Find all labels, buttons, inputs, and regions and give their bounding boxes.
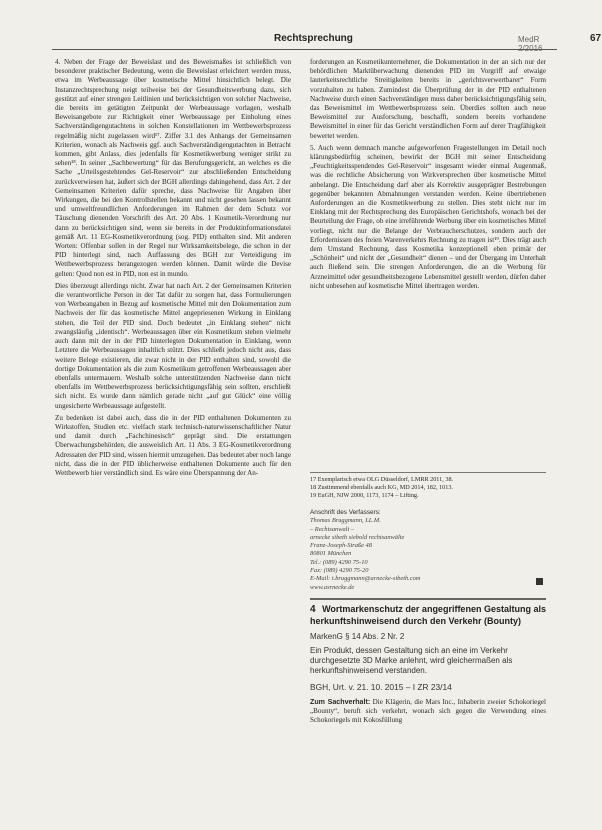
author-city: 80801 München bbox=[310, 550, 352, 558]
right-column bbox=[310, 58, 546, 294]
end-mark-square bbox=[536, 578, 543, 585]
author-fax: Fax: (089) 4290 75-20 bbox=[310, 567, 369, 575]
left-column bbox=[55, 58, 291, 481]
author-web[interactable]: www.asrnecke.de bbox=[310, 583, 355, 591]
footnotes bbox=[310, 472, 546, 500]
paragraph: Dies überzeugt allerdings nicht. Zwar hat nach Art. 2 der Gemeinsamen Kriterien die verantwortliche Person in der Tat dafür zu sorgen hat, dass Formulierungen von Werbeangaben in Bezug auf kosmetische Mittel mit den Dokumentation zum Nachweis der für das kosmetische Mittel angepriesenen Wirkung in Einklang stehen, die Teil der PID sind. Doch bedeutet „in Einklang stehen“ nicht zwangsläufig „identisch“. Werbeaussagen über ein Kosmetikum stehen vielmehr auch dann mit der in der PID hinterlegten Dokumentation in Einklang, wenn Letztere die Werbeaussagen inhaltlich stützt. Dies schließt jedoch nicht aus, dass weitere Belege existieren, die zwar nicht in der PID enthalten sind, sowohl die dortige Dokumentation als die zum Kosmetikum getroffenen Werbeaussagen aber ebenfalls untermauern. Weshalb solche unterstützenden Nachweise dann nicht ebenfalls im Wettbewerbsprozess berücksichtigungsfähig sein sollten, erschließt sich nicht. Es wurde dann nämlich gerade nicht „auf gut Glück“ eine völlig ungesicherte Werbeaussage aufgestellt. bbox=[55, 281, 291, 410]
paragraph: Zu bedenken ist dabei auch, dass die in der PID enthaltenen Dokumenten zu Wirkstoffen, Studien etc. vielfach stark technisch-naturwissenschaftlicher Natur und damit durch „Fachchinesisch“ geprägt sind. Die erstattungen Überwachungsbehörden, die ausweislich Art. 11 Abs. 3 EG-Kosmetikverordnung Adressaten der PID sind, wissen hiermit umzugehen. Das bedeutet aber noch lange nicht, dass die in der PID üblicherweise enthaltenen Dokumente auch für den Wettbewerb hier verständlich sind. Es wäre eine Überspannung der An- bbox=[55, 413, 291, 477]
case-facts-text: Die Klägerin, die Mars Inc., Inhaberin zweier Schokoriegel „Bounty“, beruft sich verkehrt, wonach sich gegen die Verwendung eines Schokoriegels mit Kokosfüllung bbox=[310, 698, 546, 725]
case-title bbox=[310, 604, 546, 626]
case-number: 4 bbox=[310, 604, 316, 615]
case-headnote: Ein Produkt, dessen Gestaltung sich an eine im Verkehr durchgesetzte 3D Marke anlehnt, wird gleichermaßen als herkunftshinweisend verstanden. bbox=[310, 646, 513, 675]
footnote: 17 Exemplarisch etwa OLG Düsseldorf, LMRR 2011, 38. bbox=[310, 476, 454, 483]
page-header bbox=[52, 33, 602, 53]
paragraph: forderungen an Kosmetikunternehmer, die Dokumentation in der an sich nur der behördlichen Marktüberwachung dienenden PID im Vorgriff auf etwaige lauterkeitsrechtliche Streitigkeiten bereits in „gerichtsverwertbarer“ Form vorzuhalten zu haben. Zumindest die Überprüfung der in der PID enthaltenen Nachweise durch einen Sachverständigen muss daher berücksichtigungsfähig sein, das Beweismittel im Wettbewerbsprozess sein. Überdies sollten auch neue Beweismittel zur Ausforschung, beschafft, sondern bereits vorhandene Beweismittel in einer für das Gericht verständlichen Form auf derer Tragfähigkeit bewertet werden. bbox=[310, 58, 546, 140]
journal-issue: MedR 2/2016 bbox=[518, 35, 543, 53]
author-address bbox=[310, 509, 546, 592]
author-firm: arnecke sibeth siebold rechtsanwälte bbox=[310, 533, 405, 541]
case-facts bbox=[310, 698, 546, 726]
author-email[interactable]: E-Mail: t.bruggmann@arnecke-sibeth.com bbox=[310, 575, 421, 583]
author-street: Franz-Joseph-Straße 48 bbox=[310, 542, 372, 550]
author-label: Anschrift des Verfassers: bbox=[310, 509, 381, 516]
case-statute: MarkenG § 14 Abs. 2 Nr. 2 bbox=[310, 632, 405, 641]
paragraph: 4. Neben der Frage der Beweislast und des Beweismaßes ist schließlich von besonderer praktischer Bedeutung, wenn die Beweislast erleichtert werden muss, etwa im Werbeaussage über kosmetische Mittel hinsichtlich belegt. Die Instanzrechtsprechung neigt teilweise bei der Gesundheitswerbung dazu, sich gestützt auf einer strengen Leitlinien und berücksichtigen von solcher Nachweise, die bereits im getätigten Zeitpunkt der Werbeaussage vorlagen, weshalb Beweisangebote zur Richtigkeit einer Werbeaussage per Einholung eines Sachverständigengutachtens in solchen Konstellationen im Wettbewerbsprozess regelmäßig nicht zugelassen wird¹⁷. Ziffer 3.1 des Anhangs der Gemeinsamen Kriterien, wonach als Nachweis ggf. auch Sachverständigengutachten in Betracht kommen, gibt Anlass, dies jedenfalls für Kosmetikwerbung weniger strikt zu sehen¹⁸. In seiner „Sachbewertung“ für das Berufungsgericht, an welches es die Sache „Urteilsgestehtendes Gel-Reservoir“ zur abschließenden Entscheidung zurückverwiesen hat, äußert sich der BGH allerdings dahingehend, dass Art. 2 der Gemeinsamen Kriterien dafür spreche, dass Nachweise für Angaben über Wirkungen, die bei den Kontrollstellen bekannt und nicht gesehen lassen bekannt und umweltfreundlichen Anforderungen im Rahmen der dem Schutz vor Täuschung dienenden Vorschrift des Art. 20 Abs. 1 Kosmetik-Verordnung nur dann zu berücksichtigen sind, wenn sie bereits in der Produktinformationsdatei gemäß Art. 11 EG-Kosmetikverordnung (sog. PID) enthalten sind. Mit anderen Worten: Offenbar sollen in der Regel nur Wirksamkeitsbelege, die schon in der PID hinterlegt sind, nach Auffassung des BGH zur Verteidigung im Wettbewerbsprozess herangezogen werden können. Damit würde die Devise gelten: Quod non est in PID, non est in mundo. bbox=[55, 58, 291, 278]
footnote: 18 Zustimmend ebenfalls auch KG, MD 2014, 182, 1013. bbox=[310, 484, 453, 491]
author-tel: Tel.: (089) 4290 75-10 bbox=[310, 558, 368, 566]
footnote: 19 EuGH, NJW 2000, 1173, 1174 – Lifting. bbox=[310, 492, 419, 499]
case-court: BGH, Urt. v. 21. 10. 2015 – I ZR 23/14 bbox=[310, 682, 452, 692]
section-title: Rechtsprechung bbox=[274, 33, 353, 44]
case-report bbox=[310, 598, 546, 726]
case-title-text: Wortmarkenschutz der angegriffenen Gestaltung als herkunftshinweisend durch den Verkehr (Bounty) bbox=[310, 604, 546, 626]
page-number: 67 bbox=[590, 33, 602, 44]
author-name: Thomas Bruggmann, LL.M. bbox=[310, 517, 381, 525]
case-facts-label: Zum Sachverhalt: bbox=[310, 698, 371, 706]
author-role: – Rechtsanwalt – bbox=[310, 525, 355, 533]
paragraph: 5. Auch wenn demnach manche aufgeworfenen Fragestellungen im Detail noch klärungsbedürftig scheinen, bewirkt der BGH mit seiner Entscheidung „Feuchtigkeitsspendendes Gel-Reservoir“ insgesamt wieder einmal Augenmaß, was die rechtliche Absicherung von Wirkversprechen über kosmetische Mittel anbelangt. Die Entscheidung darf aber als Korrektiv ausgeprägter Bestrebungen gegenüber bekannten Abmahnungen verstanden werden. Keine übertriebenen Anforderungen an die Kosmetikwerbung zu stellen. Dies steht nicht nur im Einklang mit der Rechtsprechung des Europäischen Gerichtshofs, wonach bei der Beurteilung der Frage, ob eine irreführende Werbung über ein kosmetisches Mittel vorliegt, nicht nur die Belange der Verbraucherschutzes, sondern auch der Erfordernissen des freien Warenverkehrs Rechnung zu tragen ist¹⁹. Dies trägt auch dem Umstand Rechnung, dass Kosmetika konzeptionell eben primär der „Schönheit“ und nicht der „Gesundheit“ dienen – und der Übergang im Unterhalt auch fließend sein. Die strengen Anforderungen, die an die Werbung für Arzneimittel oder gesundheitsbezogene Lebensmittel gestellt werden, dürfen daher nicht unbesehen auf kosmetische Mittel übertragen werden. bbox=[310, 143, 546, 290]
